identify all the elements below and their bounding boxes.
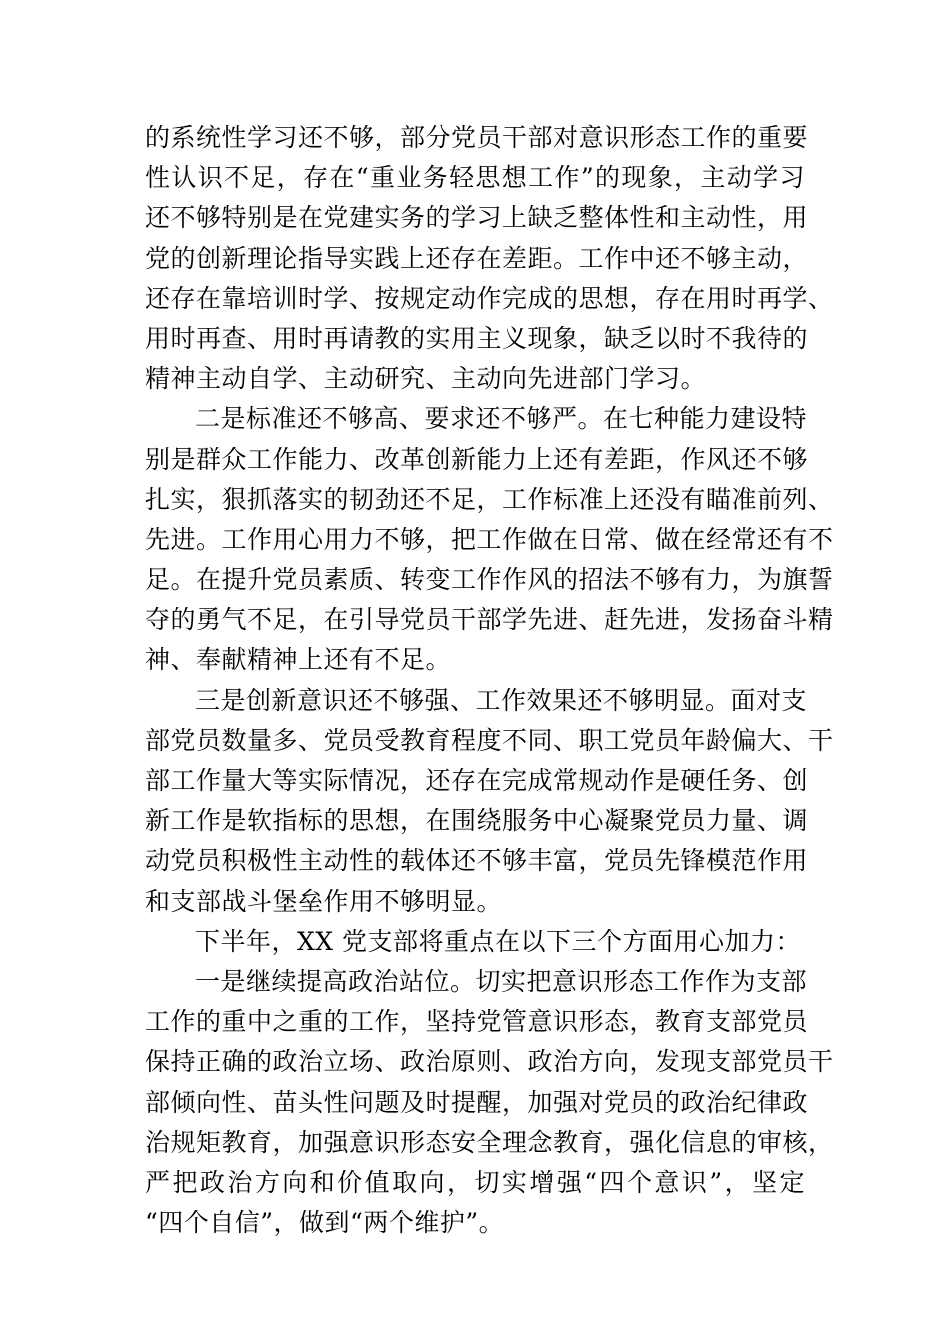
text-line: 精神主动自学、主动研究、主动向先进部门学习。	[145, 364, 707, 394]
text-line: “四个自信”，做到“两个维护”。	[145, 1208, 505, 1238]
paragraph	[145, 922, 805, 962]
text-line: 扎实，狠抓落实的韧劲还不足，工作标准上还没有瞄准前列、	[145, 484, 834, 514]
text-line: 动党员积极性主动性的载体还不够丰富，党员先锋模范作用	[145, 846, 809, 876]
paragraph	[145, 399, 834, 680]
text-line: 部工作量大等实际情况，还存在完成常规动作是硬任务、创	[145, 766, 809, 795]
text-line: 保持正确的政治立场、政治原则、政治方向，发现支部党员干	[145, 1047, 834, 1077]
text-line: 神、奉献精神上还有不足。	[145, 645, 452, 675]
text-line: 足。在提升党员素质、转变工作作风的招法不够有力，为旗誓	[145, 565, 834, 595]
text-line: 性认识不足，存在“重业务轻思想工作”的现象，主动学习	[145, 163, 805, 193]
text-line: 的系统性学习还不够，部分党员干部对意识形态工作的重要	[145, 123, 809, 152]
text-line: 下半年，XX 党支部将重点在以下三个方面用心加力：	[195, 926, 802, 956]
text-line: 夺的勇气不足，在引导党员干部学先进、赶先进，发扬奋斗精	[145, 605, 834, 635]
text-line: 还不够特别是在党建实务的学习上缺乏整体性和主动性，用	[145, 203, 809, 233]
text-line: 别是群众工作能力、改革创新能力上还有差距，作风还不够	[145, 444, 809, 474]
text-line: 部倾向性、苗头性问题及时提醒，加强对党员的政治纪律政	[145, 1087, 809, 1117]
text-line: 新工作是软指标的思想，在围绕服务中心凝聚党员力量、调	[145, 806, 809, 836]
text-line: 和支部战斗堡垒作用不够明显。	[145, 886, 503, 916]
text-line: 部党员数量多、党员受教育程度不同、职工党员年龄偏大、干	[145, 725, 834, 755]
paragraph	[145, 118, 834, 399]
text-line: 三是创新意识还不够强、工作效果还不够明显。面对支	[195, 685, 808, 715]
text-line: 工作的重中之重的工作，坚持党管意识形态，教育支部党员	[145, 1007, 809, 1037]
text-line: 二是标准还不够高、要求还不够严。在七种能力建设特	[195, 404, 808, 434]
text-line: 严把政治方向和价值取向，切实增强“四个意识”，坚定	[145, 1167, 805, 1197]
text-line: 还存在靠培训时学、按规定动作完成的思想，存在用时再学、	[145, 283, 834, 313]
paragraph	[145, 962, 834, 1243]
paragraph	[145, 681, 834, 922]
text-line: 一是继续提高政治站位。切实把意识形态工作作为支部	[195, 966, 808, 996]
text-line: 党的创新理论指导实践上还存在差距。工作中还不够主动，	[145, 243, 809, 273]
text-line: 用时再查、用时再请教的实用主义现象，缺乏以时不我待的	[145, 323, 809, 353]
document-body	[145, 118, 834, 1243]
text-line: 先进。工作用心用力不够，把工作做在日常、做在经常还有不	[145, 524, 834, 554]
text-line: 治规矩教育，加强意识形态安全理念教育，强化信息的审核，	[145, 1127, 834, 1157]
